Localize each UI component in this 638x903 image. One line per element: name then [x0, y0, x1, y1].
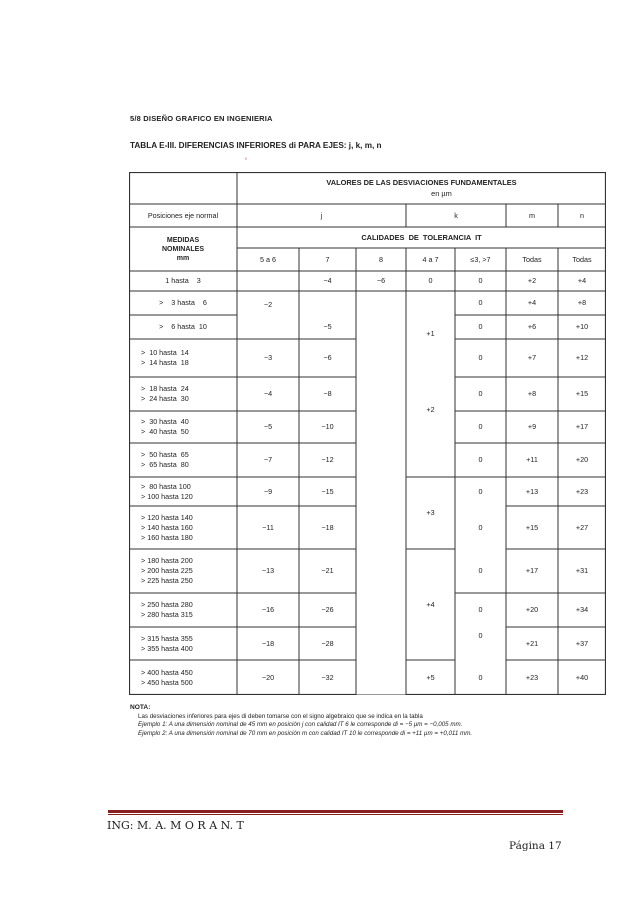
table-cell: −12: [321, 455, 334, 464]
table-cell: −21: [321, 566, 334, 575]
position-n: n: [580, 210, 584, 220]
table-title: TABLA E-III. DIFERENCIAS INFERIORES di PARA EJES: j, k, m, n: [130, 141, 382, 150]
table-cell: 0: [478, 486, 483, 496]
table-cell: 0: [478, 672, 483, 682]
table-cell: 0: [478, 631, 483, 640]
table-cell: 0: [478, 566, 483, 575]
table-cell: +17: [525, 566, 539, 575]
table-cell: +37: [575, 638, 589, 648]
table-main-header: [237, 172, 606, 204]
position-j: j: [320, 210, 323, 220]
table-cell: +34: [575, 605, 589, 614]
medidas-label: MEDIDAS NOMINALES mm: [162, 236, 204, 262]
table-cell: +11: [526, 455, 538, 464]
table-cell: −4: [263, 389, 273, 398]
table-cell: −7: [263, 455, 273, 464]
table-row-medida: > 10 hasta 14 > 14 hasta 18: [141, 348, 189, 367]
table-cell: −18: [321, 522, 334, 532]
table-cell: 0: [478, 522, 483, 532]
table-cell: +20: [525, 605, 539, 614]
table-cell: 0: [478, 455, 483, 464]
table-cell: 0: [478, 322, 483, 331]
calidad-col-j7: 7: [325, 254, 330, 264]
table-row-medida: > 315 hasta 355 > 355 hasta 400: [141, 633, 193, 653]
table-cell: −3: [263, 353, 273, 362]
table-cell: −16: [261, 605, 275, 614]
table-cell-merged: +3: [426, 508, 435, 517]
table-cell: +23: [525, 672, 539, 682]
table-row-medida: > 250 hasta 280 > 280 hasta 315: [141, 600, 193, 619]
table-cell-merged: +2: [426, 405, 435, 414]
table-cell: +20: [575, 455, 589, 464]
calidad-col-n: Todas: [572, 254, 592, 264]
table-cell: +40: [575, 672, 589, 682]
table-cell: +7: [527, 353, 537, 362]
table-row-medida: > 6 hasta 10: [159, 322, 207, 331]
table-cell: −5: [323, 322, 332, 331]
table-row-medida: > 120 hasta 140 > 140 hasta 160 > 160 hasta 180: [141, 512, 193, 542]
table-cell: −5: [263, 422, 273, 431]
table-cell: −4: [323, 276, 332, 285]
calidad-col-k3: ≤3, >7: [470, 254, 491, 264]
table-cell-merged: −2: [263, 300, 273, 309]
unit-text: en µm: [431, 189, 452, 198]
table-cell: +5: [426, 672, 435, 682]
table-cell: +4: [577, 276, 587, 285]
table-cell: +31: [575, 566, 589, 575]
page-header: 5/8 DISEÑO GRAFICO EN INGENIERIA: [130, 114, 273, 123]
table-cell: −11: [262, 522, 274, 532]
table-note: [130, 704, 600, 738]
table-cell: −26: [321, 605, 334, 614]
table-cell: +27: [575, 522, 589, 532]
main-header-text: VALORES DE LAS DESVIACIONES FUNDAMENTALES: [326, 178, 517, 187]
note-line: Las desviaciones inferiores para ejes di deben tomarse con el signo algebraico que se indica en la tabla: [138, 712, 423, 720]
calidad-col-j8: 8: [379, 254, 383, 264]
calidad-col-k47: 4 a 7: [422, 254, 439, 264]
table-cell-merged: +4: [426, 599, 435, 609]
footer-rule: [108, 810, 563, 813]
table-row-medida: > 18 hasta 24 > 24 hasta 30: [141, 384, 189, 403]
table-cell: +2: [527, 276, 537, 285]
table-cell: 0: [478, 298, 483, 307]
table-cell: −15: [321, 486, 334, 496]
page-number: Página 17: [509, 840, 562, 852]
table-cell: −9: [263, 486, 273, 496]
table-cell-merged: +1: [426, 329, 435, 338]
table-cell: +8: [577, 298, 587, 307]
table-cell: +17: [575, 422, 589, 431]
note-label: NOTA:: [130, 704, 151, 711]
table-cell: 0: [428, 276, 433, 285]
check-mark-icon: ʻ: [245, 156, 247, 166]
table-cell: −32: [321, 672, 334, 682]
table-row-medida: > 180 hasta 200 > 200 hasta 225 > 225 hasta 250: [141, 556, 193, 585]
calidades-label: CALIDADES DE TOLERANCIA IT: [361, 232, 482, 242]
calidad-col-m: Todas: [522, 254, 542, 264]
table-cell: +10: [575, 322, 589, 331]
table-row-medida: 1 hasta 3: [165, 276, 201, 285]
table-cell: +8: [527, 389, 537, 398]
table-cell: −20: [261, 672, 275, 682]
table-cell: −6: [376, 276, 386, 285]
note-example-2: Ejemplo 2: A una dimensión nominal de 70 mm en posición m con calidad IT 10 le corresponde di = +11 µm = +0,011 mm.: [138, 729, 473, 737]
table-row-medida: > 3 hasta 6: [159, 298, 207, 307]
table-cell: +23: [575, 486, 589, 496]
table-row-medida: > 400 hasta 450 > 450 hasta 500: [141, 667, 193, 687]
tolerance-table: [129, 172, 606, 695]
positions-label: Posiciones eje normal: [147, 210, 219, 220]
table-row-medida: > 50 hasta 65 > 65 hasta 80: [141, 450, 189, 469]
position-m: m: [529, 210, 535, 220]
table-cell: −6: [323, 353, 332, 362]
table-row-medida: > 30 hasta 40 > 40 hasta 50: [141, 417, 189, 436]
table-cell: 0: [478, 605, 483, 614]
table-cell: +13: [525, 486, 539, 496]
table-cell: 0: [478, 353, 483, 362]
table-cell: −13: [261, 566, 275, 575]
note-example-1: Ejemplo 1: A una dimensión nominal de 45 mm en posición j con calidad IT 6 le corresponde di = −5 µm = −0,005 mm.: [138, 721, 463, 729]
table-cell: +12: [575, 353, 589, 362]
table-cell: −10: [321, 422, 334, 431]
table-cell: −8: [323, 389, 332, 398]
table-row-medida: > 80 hasta 100 > 100 hasta 120: [141, 481, 193, 501]
calidad-col-j56: 5 a 6: [260, 254, 276, 264]
table-cell: 0: [478, 389, 483, 398]
table-cell: +15: [575, 389, 589, 398]
table-cell: +6: [527, 322, 537, 331]
table-cell: 0: [478, 276, 483, 285]
footer-author: ING: M. A. M O R A N. T: [107, 819, 244, 832]
table-cell: +9: [527, 422, 537, 431]
footer-rule-thin: [108, 814, 563, 815]
table-cell: −28: [321, 638, 334, 648]
position-k: k: [454, 210, 458, 220]
table-cell: 0: [478, 422, 483, 431]
table-cell: +15: [525, 522, 539, 532]
table-cell: +4: [527, 298, 537, 307]
table-cell: −18: [261, 638, 275, 648]
table-cell: +21: [525, 638, 539, 648]
